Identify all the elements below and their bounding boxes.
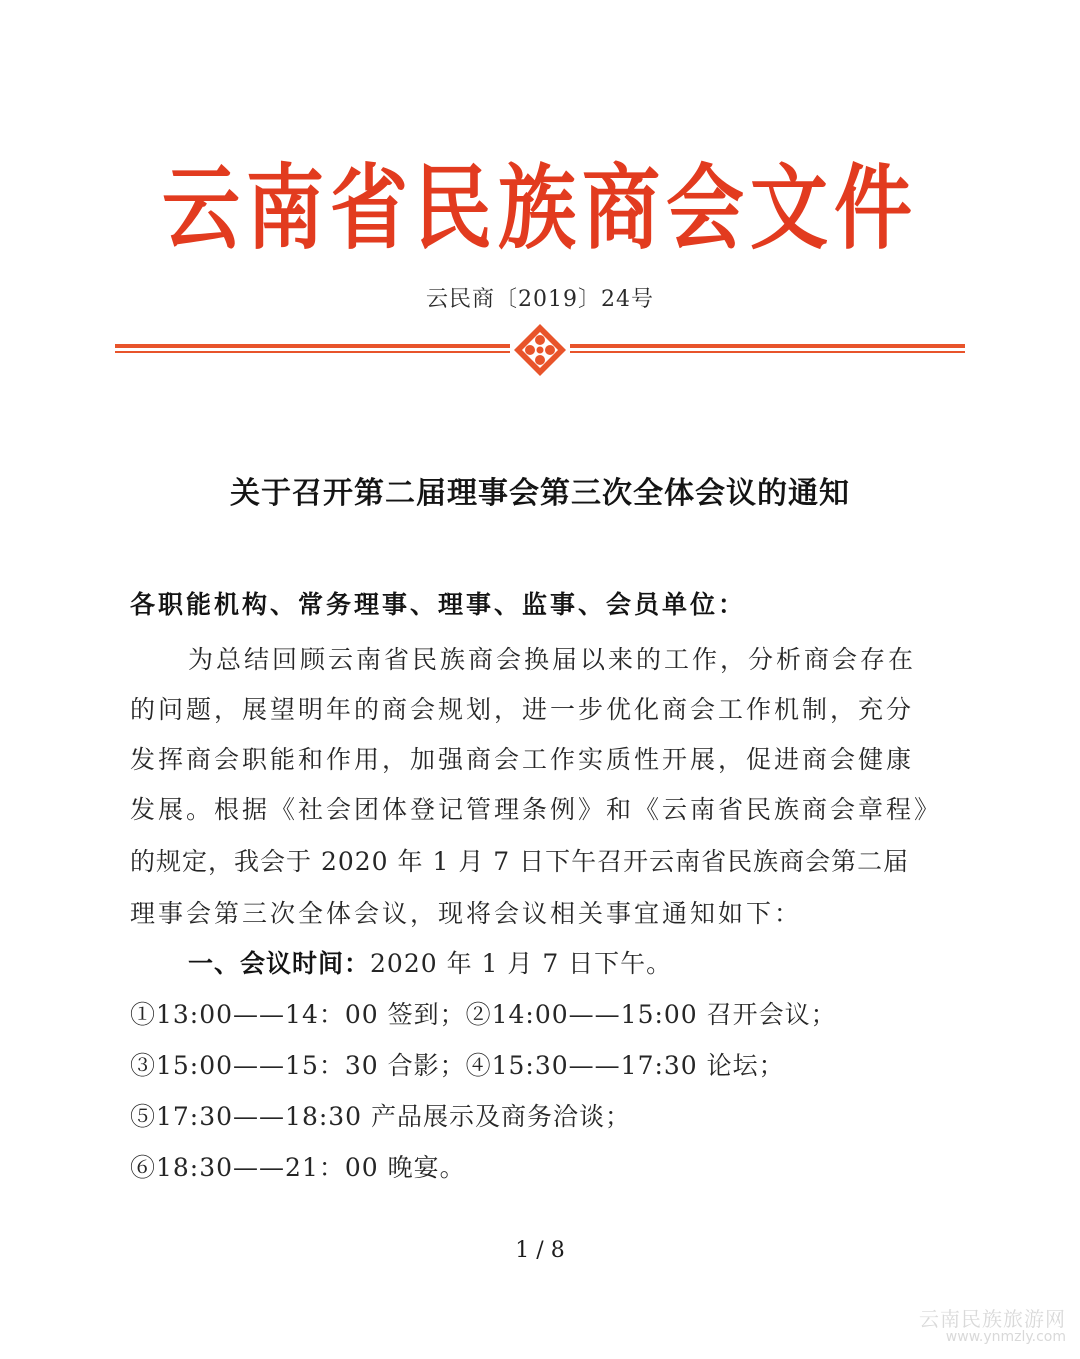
divider-right-thin — [570, 351, 965, 353]
schedule-item: ③15:00——15：30 合影；④15:30——17:30 论坛； — [130, 1051, 785, 1080]
section-time — [188, 944, 672, 980]
section-time-label: 一、会议时间： — [188, 949, 371, 978]
section-time-value: 2020 年 1 月 7 日下午。 — [370, 949, 673, 978]
salutation: 各职能机构、常务理事、理事、监事、会员单位： — [130, 590, 747, 619]
org-header-title: 云南省民族商会文件 — [161, 156, 918, 263]
document-number: 云民商〔2019〕24号 — [426, 287, 654, 312]
body-line: 理事会第三次全体会议，现将会议相关事宜通知如下： — [130, 899, 803, 928]
body-line: 的问题，展望明年的商会规划，进一步优化商会工作机制，充分 — [130, 695, 915, 724]
body-line: 发挥商会职能和作用，加强商会工作实质性开展，促进商会健康 — [130, 745, 915, 774]
page-indicator: 1 / 8 — [515, 1238, 565, 1263]
body-line: 的规定，我会于 2020 年 1 月 7 日下午召开云南省民族商会第二届 — [130, 847, 910, 876]
schedule-item: ⑥18:30——21：00 晚宴。 — [130, 1153, 466, 1182]
body-line: 为总结回顾云南省民族商会换届以来的工作，分析商会存在 — [188, 645, 917, 674]
body-line: 发展。根据《社会团体登记管理条例》和《云南省民族商会章程》 — [130, 795, 943, 824]
divider-ornament — [514, 324, 566, 376]
site-watermark — [919, 1309, 1066, 1345]
divider-left-thin — [115, 351, 510, 353]
divider-right-thick — [570, 344, 965, 348]
schedule-item: ⑤17:30——18:30 产品展示及商务洽谈； — [130, 1102, 632, 1131]
schedule-item: ①13:00——14：00 签到；②14:00——15:00 召开会议； — [130, 1000, 837, 1029]
ornament-divider — [115, 322, 965, 378]
divider-left-thick — [115, 344, 510, 348]
notice-title: 关于召开第二届理事会第三次全体会议的通知 — [230, 476, 850, 511]
watermark-url: www.ynmzly.com — [945, 1329, 1066, 1346]
watermark-name: 云南民族旅游网 — [919, 1307, 1066, 1332]
